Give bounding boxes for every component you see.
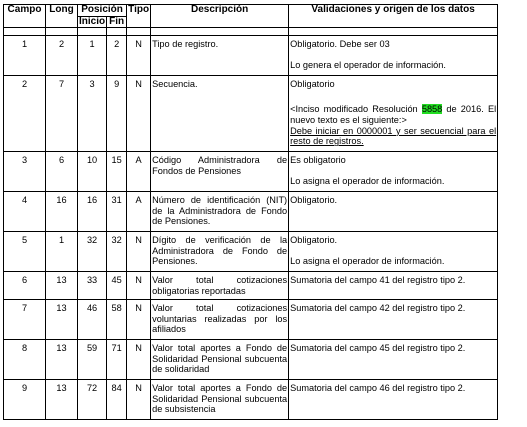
- validation-line: Lo asigna el operador de información.: [290, 256, 445, 267]
- cell-long: 1: [46, 232, 78, 272]
- cell-long: 13: [46, 300, 78, 340]
- cell-validacion: [289, 152, 498, 192]
- cell-validacion: Sumatoria del campo 46 del registro tipo 2.: [289, 380, 498, 420]
- cell-fin: 71: [107, 340, 127, 380]
- cell-campo: 3: [4, 152, 46, 192]
- cell-inicio: 16: [78, 192, 107, 232]
- table-row: [4, 192, 498, 232]
- record-layout-table: [3, 4, 498, 420]
- validation-line: Es obligatorio: [290, 155, 346, 166]
- cell-validacion: [289, 76, 498, 152]
- cell-tipo: N: [127, 272, 151, 300]
- cell-campo: 4: [4, 192, 46, 232]
- header-campo: Campo: [4, 5, 46, 28]
- amendment-note: [290, 104, 496, 125]
- header-fin: Fin: [107, 16, 127, 28]
- cell-fin: 58: [107, 300, 127, 340]
- cell-fin: 45: [107, 272, 127, 300]
- table-row: [4, 272, 498, 300]
- cell-descripcion: Tipo de registro.: [151, 36, 289, 76]
- cell-campo: 1: [4, 36, 46, 76]
- cell-long: 13: [46, 340, 78, 380]
- cell-descripcion: Valor total cotizaciones obligatorias reportadas: [151, 272, 289, 300]
- table-row: [4, 380, 498, 420]
- validation-line: Obligatorio.: [290, 195, 338, 206]
- cell-validacion: [289, 36, 498, 76]
- cell-inicio: 72: [78, 380, 107, 420]
- cell-tipo: A: [127, 152, 151, 192]
- cell-inicio: 33: [78, 272, 107, 300]
- header-row: [4, 5, 498, 17]
- cell-descripcion: Secuencia.: [151, 76, 289, 152]
- cell-descripcion: Dígito de verificación de la Administradora de Fondo de Pensiones.: [151, 232, 289, 272]
- header-tipo: Tipo: [127, 5, 151, 28]
- validation-line: Debe iniciar en 0000001 y ser secuencial para el resto de registros.: [290, 125, 497, 147]
- cell-fin: 9: [107, 76, 127, 152]
- cell-descripcion: Valor total aportes a Fondo de Solidaridad Pensional subcuenta de subsistencia: [151, 380, 289, 420]
- table-row: [4, 300, 498, 340]
- resolution-number-highlight: 5858: [421, 104, 443, 115]
- cell-validacion: [289, 192, 498, 232]
- table-row: [4, 232, 498, 272]
- cell-tipo: N: [127, 36, 151, 76]
- table-row: [4, 36, 498, 76]
- validation-line: Obligatorio. Debe ser 03: [290, 39, 390, 50]
- cell-descripcion: Valor total cotizaciones voluntarias realizadas por los afiliados: [151, 300, 289, 340]
- cell-fin: 32: [107, 232, 127, 272]
- validation-line: Lo asigna el operador de información.: [290, 176, 445, 187]
- cell-long: 6: [46, 152, 78, 192]
- table-row: [4, 152, 498, 192]
- cell-campo: 2: [4, 76, 46, 152]
- cell-tipo: N: [127, 380, 151, 420]
- cell-descripcion: Valor total aportes a Fondo de Solidaridad Pensional subcuenta de solidaridad: [151, 340, 289, 380]
- cell-inicio: 10: [78, 152, 107, 192]
- cell-fin: 84: [107, 380, 127, 420]
- header-descripcion: Descripción: [151, 5, 289, 28]
- cell-tipo: N: [127, 300, 151, 340]
- amendment-text: de 2016. El nuevo texto es el siguiente:>: [290, 104, 497, 125]
- cell-fin: 15: [107, 152, 127, 192]
- cell-campo: 8: [4, 340, 46, 380]
- cell-validacion: Sumatoria del campo 42 del registro tipo 2.: [289, 300, 498, 340]
- cell-inicio: 3: [78, 76, 107, 152]
- cell-inicio: 59: [78, 340, 107, 380]
- table-row: [4, 76, 498, 152]
- cell-campo: 9: [4, 380, 46, 420]
- validation-line: Lo genera el operador de información.: [290, 60, 446, 71]
- cell-tipo: N: [127, 232, 151, 272]
- cell-long: 7: [46, 76, 78, 152]
- cell-long: 13: [46, 272, 78, 300]
- cell-inicio: 1: [78, 36, 107, 76]
- amendment-text: <Inciso modificado Resolución: [290, 104, 422, 115]
- cell-validacion: [289, 232, 498, 272]
- validation-line: Obligatorio.: [290, 235, 338, 246]
- header-long: Long: [46, 5, 78, 28]
- cell-tipo: N: [127, 76, 151, 152]
- header-spacer-row: [4, 28, 498, 36]
- cell-fin: 31: [107, 192, 127, 232]
- cell-validacion: Sumatoria del campo 45 del registro tipo 2.: [289, 340, 498, 380]
- cell-fin: 2: [107, 36, 127, 76]
- cell-campo: 5: [4, 232, 46, 272]
- cell-tipo: N: [127, 340, 151, 380]
- cell-long: 2: [46, 36, 78, 76]
- cell-tipo: A: [127, 192, 151, 232]
- cell-campo: 6: [4, 272, 46, 300]
- cell-descripcion: Número de identificación (NIT) de la Administradora de Fondo de Pensiones.: [151, 192, 289, 232]
- cell-campo: 7: [4, 300, 46, 340]
- cell-inicio: 46: [78, 300, 107, 340]
- cell-long: 16: [46, 192, 78, 232]
- header-validaciones: Validaciones y origen de los datos: [289, 5, 498, 28]
- cell-validacion: Sumatoria del campo 41 del registro tipo 2.: [289, 272, 498, 300]
- cell-inicio: 32: [78, 232, 107, 272]
- validation-line: Obligatorio: [290, 79, 335, 90]
- cell-long: 13: [46, 380, 78, 420]
- table-row: [4, 340, 498, 380]
- cell-descripcion: Código Administradora de Fondos de Pensiones: [151, 152, 289, 192]
- header-inicio: Inicio: [79, 15, 106, 27]
- header-posicion: Posición: [78, 5, 127, 17]
